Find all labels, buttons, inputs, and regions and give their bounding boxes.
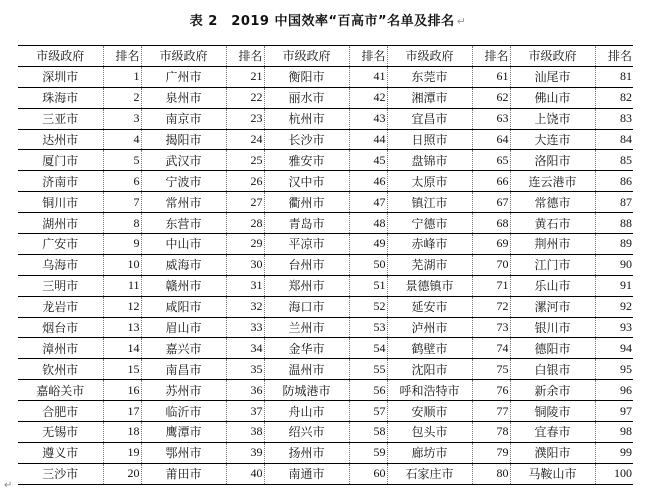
rank-cell: 60 — [349, 463, 387, 484]
header-row — [18, 46, 633, 67]
table-row — [18, 254, 633, 275]
city-cell: 咸阳市 — [141, 296, 226, 317]
rank-cell: 53 — [349, 317, 387, 338]
table-row — [18, 150, 633, 171]
rank-cell: 75 — [472, 359, 510, 380]
table-row — [18, 463, 633, 484]
city-cell: 南京市 — [141, 108, 226, 129]
rank-cell: 77 — [472, 401, 510, 422]
rank-cell: 10 — [103, 254, 141, 275]
ranking-table — [18, 45, 633, 485]
city-cell: 金华市 — [264, 338, 349, 359]
rank-cell: 19 — [103, 442, 141, 463]
city-cell: 扬州市 — [264, 442, 349, 463]
city-cell: 兰州市 — [264, 317, 349, 338]
city-cell: 石家庄市 — [387, 463, 472, 484]
city-cell: 黄石市 — [510, 213, 595, 234]
table-caption — [0, 10, 656, 29]
rank-cell: 92 — [595, 296, 633, 317]
rank-cell: 49 — [349, 234, 387, 255]
city-cell: 南通市 — [264, 463, 349, 484]
rank-cell: 50 — [349, 254, 387, 275]
city-cell: 绍兴市 — [264, 422, 349, 443]
city-cell: 包头市 — [387, 422, 472, 443]
city-cell: 泸州市 — [387, 317, 472, 338]
header-city: 市级政府 — [510, 46, 595, 67]
header-rank: 排名 — [226, 46, 264, 67]
city-cell: 赤峰市 — [387, 234, 472, 255]
city-cell: 镇江市 — [387, 192, 472, 213]
rank-cell: 41 — [349, 66, 387, 87]
city-cell: 遵义市 — [18, 442, 103, 463]
table-row — [18, 296, 633, 317]
rank-cell: 97 — [595, 401, 633, 422]
rank-cell: 21 — [226, 66, 264, 87]
rank-cell: 52 — [349, 296, 387, 317]
city-cell: 东莞市 — [387, 66, 472, 87]
city-cell: 乐山市 — [510, 275, 595, 296]
rank-cell: 98 — [595, 422, 633, 443]
rank-cell: 63 — [472, 108, 510, 129]
rank-cell: 83 — [595, 108, 633, 129]
rank-cell: 72 — [472, 296, 510, 317]
city-cell: 武汉市 — [141, 150, 226, 171]
rank-cell: 81 — [595, 66, 633, 87]
rank-cell: 70 — [472, 254, 510, 275]
table-row — [18, 275, 633, 296]
city-cell: 漯河市 — [510, 296, 595, 317]
city-cell: 合肥市 — [18, 401, 103, 422]
city-cell: 防城港市 — [264, 380, 349, 401]
rank-cell: 71 — [472, 275, 510, 296]
city-cell: 太原市 — [387, 171, 472, 192]
city-cell: 揭阳市 — [141, 129, 226, 150]
city-cell: 温州市 — [264, 359, 349, 380]
city-cell: 眉山市 — [141, 317, 226, 338]
rank-cell: 95 — [595, 359, 633, 380]
rank-cell: 79 — [472, 442, 510, 463]
rank-cell: 96 — [595, 380, 633, 401]
rank-cell: 48 — [349, 213, 387, 234]
city-cell: 三明市 — [18, 275, 103, 296]
city-cell: 银川市 — [510, 317, 595, 338]
rank-cell: 16 — [103, 380, 141, 401]
city-cell: 新余市 — [510, 380, 595, 401]
table-row — [18, 192, 633, 213]
city-cell: 嘉兴市 — [141, 338, 226, 359]
city-cell: 泉州市 — [141, 87, 226, 108]
city-cell: 珠海市 — [18, 87, 103, 108]
city-cell: 三沙市 — [18, 463, 103, 484]
rank-cell: 15 — [103, 359, 141, 380]
city-cell: 厦门市 — [18, 150, 103, 171]
city-cell: 雅安市 — [264, 150, 349, 171]
header-city: 市级政府 — [18, 46, 103, 67]
rank-cell: 38 — [226, 422, 264, 443]
table-row — [18, 401, 633, 422]
table-row — [18, 338, 633, 359]
rank-cell: 99 — [595, 442, 633, 463]
city-cell: 白银市 — [510, 359, 595, 380]
rank-cell: 68 — [472, 213, 510, 234]
city-cell: 苏州市 — [141, 380, 226, 401]
city-cell: 日照市 — [387, 129, 472, 150]
rank-cell: 45 — [349, 150, 387, 171]
city-cell: 广安市 — [18, 234, 103, 255]
rank-cell: 88 — [595, 213, 633, 234]
city-cell: 宜春市 — [510, 422, 595, 443]
city-cell: 郑州市 — [264, 275, 349, 296]
city-cell: 沈阳市 — [387, 359, 472, 380]
rank-cell: 25 — [226, 150, 264, 171]
rank-cell: 11 — [103, 275, 141, 296]
city-cell: 台州市 — [264, 254, 349, 275]
table-row — [18, 87, 633, 108]
rank-cell: 65 — [472, 150, 510, 171]
rank-cell: 20 — [103, 463, 141, 484]
city-cell: 长沙市 — [264, 129, 349, 150]
rank-cell: 54 — [349, 338, 387, 359]
rank-cell: 4 — [103, 129, 141, 150]
rank-cell: 24 — [226, 129, 264, 150]
rank-cell: 6 — [103, 171, 141, 192]
rank-cell: 100 — [595, 463, 633, 484]
city-cell: 濮阳市 — [510, 442, 595, 463]
rank-cell: 56 — [349, 380, 387, 401]
city-cell: 平凉市 — [264, 234, 349, 255]
rank-cell: 87 — [595, 192, 633, 213]
city-cell: 东营市 — [141, 213, 226, 234]
city-cell: 汉中市 — [264, 171, 349, 192]
rank-cell: 44 — [349, 129, 387, 150]
rank-cell: 13 — [103, 317, 141, 338]
rank-cell: 51 — [349, 275, 387, 296]
table-row — [18, 108, 633, 129]
city-cell: 湖州市 — [18, 213, 103, 234]
rank-cell: 61 — [472, 66, 510, 87]
city-cell: 安顺市 — [387, 401, 472, 422]
rank-cell: 36 — [226, 380, 264, 401]
city-cell: 常州市 — [141, 192, 226, 213]
rank-cell: 32 — [226, 296, 264, 317]
city-cell: 嘉峪关市 — [18, 380, 103, 401]
header-rank: 排名 — [349, 46, 387, 67]
city-cell: 大连市 — [510, 129, 595, 150]
rank-cell: 78 — [472, 422, 510, 443]
city-cell: 海口市 — [264, 296, 349, 317]
rank-cell: 86 — [595, 171, 633, 192]
city-cell: 杭州市 — [264, 108, 349, 129]
rank-cell: 27 — [226, 192, 264, 213]
city-cell: 青岛市 — [264, 213, 349, 234]
rank-cell: 84 — [595, 129, 633, 150]
city-cell: 南昌市 — [141, 359, 226, 380]
city-cell: 临沂市 — [141, 401, 226, 422]
caption-text: 表 2 2019 中国效率“百高市”名单及排名 — [189, 14, 455, 29]
city-cell: 盘锦市 — [387, 150, 472, 171]
city-cell: 无锡市 — [18, 422, 103, 443]
table-row — [18, 317, 633, 338]
table-row — [18, 442, 633, 463]
rank-cell: 55 — [349, 359, 387, 380]
rank-cell: 69 — [472, 234, 510, 255]
rank-cell: 23 — [226, 108, 264, 129]
rank-cell: 62 — [472, 87, 510, 108]
city-cell: 舟山市 — [264, 401, 349, 422]
rank-cell: 64 — [472, 129, 510, 150]
rank-cell: 43 — [349, 108, 387, 129]
city-cell: 廊坊市 — [387, 442, 472, 463]
rank-cell: 7 — [103, 192, 141, 213]
rank-cell: 28 — [226, 213, 264, 234]
city-cell: 烟台市 — [18, 317, 103, 338]
city-cell: 延安市 — [387, 296, 472, 317]
city-cell: 钦州市 — [18, 359, 103, 380]
city-cell: 龙岩市 — [18, 296, 103, 317]
table-row — [18, 234, 633, 255]
city-cell: 丽水市 — [264, 87, 349, 108]
rank-cell: 17 — [103, 401, 141, 422]
table-row — [18, 422, 633, 443]
rank-cell: 26 — [226, 171, 264, 192]
rank-cell: 34 — [226, 338, 264, 359]
rank-cell: 80 — [472, 463, 510, 484]
city-cell: 佛山市 — [510, 87, 595, 108]
rank-cell: 35 — [226, 359, 264, 380]
rank-cell: 67 — [472, 192, 510, 213]
city-cell: 广州市 — [141, 66, 226, 87]
rank-cell: 9 — [103, 234, 141, 255]
city-cell: 德阳市 — [510, 338, 595, 359]
rank-cell: 3 — [103, 108, 141, 129]
city-cell: 威海市 — [141, 254, 226, 275]
city-cell: 荆州市 — [510, 234, 595, 255]
rank-cell: 47 — [349, 192, 387, 213]
city-cell: 常德市 — [510, 192, 595, 213]
header-rank: 排名 — [472, 46, 510, 67]
city-cell: 达州市 — [18, 129, 103, 150]
city-cell: 铜陵市 — [510, 401, 595, 422]
rank-cell: 42 — [349, 87, 387, 108]
paragraph-mark-icon: ↵ — [456, 15, 467, 28]
header-city: 市级政府 — [387, 46, 472, 67]
header-rank: 排名 — [595, 46, 633, 67]
rank-cell: 74 — [472, 338, 510, 359]
city-cell: 呼和浩特市 — [387, 380, 472, 401]
table-row — [18, 171, 633, 192]
rank-cell: 39 — [226, 442, 264, 463]
rank-cell: 29 — [226, 234, 264, 255]
rank-cell: 76 — [472, 380, 510, 401]
rank-cell: 12 — [103, 296, 141, 317]
city-cell: 宁德市 — [387, 213, 472, 234]
rank-cell: 58 — [349, 422, 387, 443]
city-cell: 赣州市 — [141, 275, 226, 296]
city-cell: 湘潭市 — [387, 87, 472, 108]
table-row — [18, 66, 633, 87]
rank-cell: 1 — [103, 66, 141, 87]
city-cell: 衡阳市 — [264, 66, 349, 87]
paragraph-mark-icon: ↵ — [4, 480, 13, 491]
city-cell: 漳州市 — [18, 338, 103, 359]
rank-cell: 5 — [103, 150, 141, 171]
city-cell: 三亚市 — [18, 108, 103, 129]
rank-cell: 37 — [226, 401, 264, 422]
rank-cell: 90 — [595, 254, 633, 275]
city-cell: 济南市 — [18, 171, 103, 192]
city-cell: 莆田市 — [141, 463, 226, 484]
table-row — [18, 213, 633, 234]
city-cell: 景德镇市 — [387, 275, 472, 296]
table-row — [18, 129, 633, 150]
city-cell: 芜湖市 — [387, 254, 472, 275]
city-cell: 马鞍山市 — [510, 463, 595, 484]
city-cell: 鄂州市 — [141, 442, 226, 463]
city-cell: 深圳市 — [18, 66, 103, 87]
rank-cell: 40 — [226, 463, 264, 484]
rank-cell: 85 — [595, 150, 633, 171]
city-cell: 江门市 — [510, 254, 595, 275]
rank-cell: 33 — [226, 317, 264, 338]
rank-cell: 89 — [595, 234, 633, 255]
city-cell: 乌海市 — [18, 254, 103, 275]
rank-cell: 14 — [103, 338, 141, 359]
rank-cell: 30 — [226, 254, 264, 275]
rank-cell: 46 — [349, 171, 387, 192]
header-rank: 排名 — [103, 46, 141, 67]
table-row — [18, 359, 633, 380]
city-cell: 衢州市 — [264, 192, 349, 213]
rank-cell: 93 — [595, 317, 633, 338]
rank-cell: 73 — [472, 317, 510, 338]
city-cell: 宁波市 — [141, 171, 226, 192]
table-row — [18, 380, 633, 401]
city-cell: 连云港市 — [510, 171, 595, 192]
table-body — [18, 66, 633, 484]
rank-cell: 18 — [103, 422, 141, 443]
header-city: 市级政府 — [141, 46, 226, 67]
city-cell: 鹰潭市 — [141, 422, 226, 443]
city-cell: 洛阳市 — [510, 150, 595, 171]
rank-cell: 8 — [103, 213, 141, 234]
rank-cell: 91 — [595, 275, 633, 296]
rank-cell: 57 — [349, 401, 387, 422]
rank-cell: 66 — [472, 171, 510, 192]
city-cell: 上饶市 — [510, 108, 595, 129]
rank-cell: 94 — [595, 338, 633, 359]
city-cell: 宜昌市 — [387, 108, 472, 129]
rank-cell: 59 — [349, 442, 387, 463]
rank-cell: 22 — [226, 87, 264, 108]
city-cell: 鹤壁市 — [387, 338, 472, 359]
city-cell: 汕尾市 — [510, 66, 595, 87]
city-cell: 中山市 — [141, 234, 226, 255]
rank-cell: 2 — [103, 87, 141, 108]
rank-cell: 82 — [595, 87, 633, 108]
header-city: 市级政府 — [264, 46, 349, 67]
city-cell: 铜川市 — [18, 192, 103, 213]
rank-cell: 31 — [226, 275, 264, 296]
